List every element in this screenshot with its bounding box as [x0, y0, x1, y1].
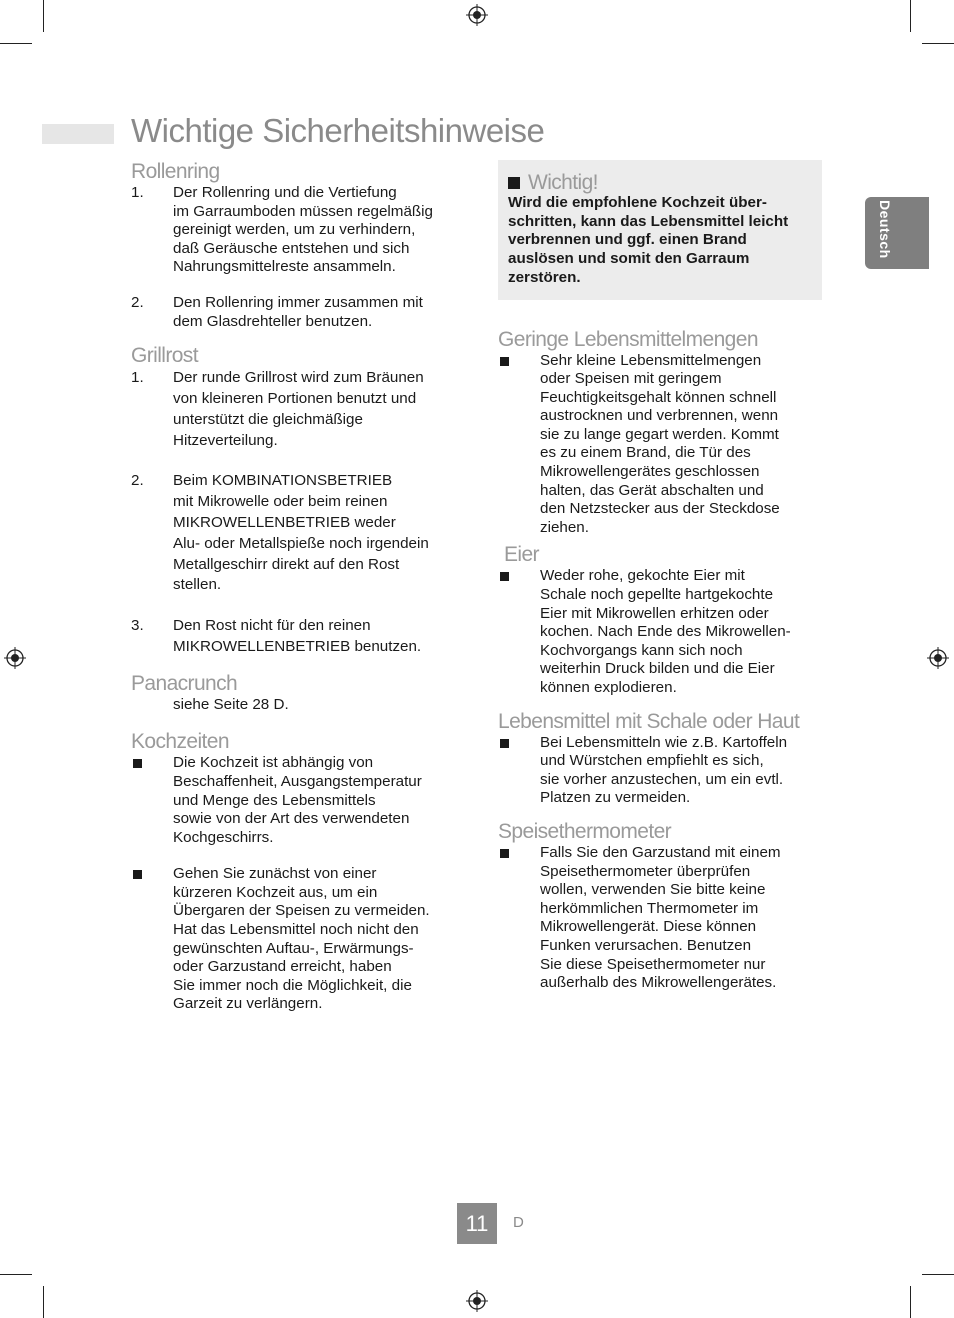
- page-number: 11: [457, 1203, 497, 1244]
- section-heading-eier: Eier: [504, 543, 539, 567]
- right-column: [498, 160, 822, 993]
- list-item-text: Den Rost nicht für den reinen MIKROWELLENBETRIEB benutzen.: [173, 617, 422, 655]
- crop-mark: [43, 0, 44, 32]
- section-heading-speisethermometer: Speisethermometer: [498, 819, 672, 843]
- note-text: Wird die empfohlene Kochzeit über- schritten, kann das Lebensmittel leicht verbrennen und ggf. einen Brand auslösen und somit den Garraum zerstören.: [508, 194, 789, 286]
- list-number: 1.: [131, 184, 144, 201]
- list-item: [498, 567, 822, 697]
- bullet-square-icon: [500, 357, 509, 366]
- list-item: [131, 616, 461, 658]
- list-item-text: Beim KOMBINATIONSBETRIEB mit Mikrowelle oder beim reinen MIKROWELLENBETRIEB weder Alu- oder Metallspieße noch irgendein Metallgeschirr direkt auf den Rost stellen.: [173, 472, 429, 594]
- bullet-square-icon: [133, 759, 142, 768]
- list-item: [131, 184, 461, 277]
- list-number: 1.: [131, 369, 144, 387]
- list-item: [498, 352, 822, 538]
- section-heading-panacrunch: Panacrunch: [131, 671, 238, 695]
- crop-mark: [910, 1286, 911, 1318]
- list-item-text: Der runde Grillrost wird zum Bräunen von kleineren Portionen benutzt und unterstützt die gleichmäßige Hitzeverteilung.: [173, 369, 424, 449]
- list-number: 3.: [131, 617, 144, 635]
- page-title: Wichtige Sicherheitshinweise: [131, 112, 545, 149]
- list-item-text: Sehr kleine Lebensmittelmengen oder Speisen mit geringem Feuchtigkeitsgehalt können schnell austrocknen und verbrennen, wenn sie zu lange gegart werden. Kommt es zu einem Brand, die Tür des Mikrowellengerätes geschlossen halten, das Gerät abschalten und den Netzstecker aus der Steckdose ziehen.: [540, 351, 780, 536]
- crop-mark: [0, 43, 32, 44]
- important-note-box: [498, 160, 822, 300]
- section-heading-schale: Lebensmittel mit Schale oder Haut: [498, 709, 800, 733]
- list-item: [131, 471, 461, 596]
- bullet-square-icon: [508, 177, 520, 189]
- list-item-text: Gehen Sie zunächst von einer kürzeren Kochzeit aus, um ein Übergaren der Speisen zu vermeiden. Hat das Lebensmittel noch nicht den gewünschten Auftau-, Erwärmungs- oder Garzustand erreicht, haben Sie immer noch die Möglichkeit, die Garzeit zu verlängern.: [173, 865, 430, 1013]
- registration-mark-icon: [927, 647, 949, 669]
- language-tab-label: Deutsch: [877, 200, 893, 259]
- crop-mark: [43, 1286, 44, 1318]
- panacrunch-text: siehe Seite 28 D.: [173, 695, 289, 713]
- list-number: 2.: [131, 472, 144, 490]
- bullet-square-icon: [500, 849, 509, 858]
- list-item-text: Falls Sie den Garzustand mit einem Speisethermometer überprüfen wollen, verwenden Sie bitte keine herkömmlichen Thermometer im Mikrowellengerät. Diese können Funken verursachen. Benutzen Sie diese Speisethermometer nur außerhalb des Mikrowellengerätes.: [540, 843, 781, 992]
- section-heading-rollenring: Rollenring: [131, 160, 220, 183]
- section-heading-kochzeiten: Kochzeiten: [131, 730, 229, 754]
- bullet-square-icon: [500, 572, 509, 581]
- registration-mark-icon: [466, 4, 488, 26]
- crop-mark: [0, 1274, 32, 1275]
- list-item: [131, 754, 461, 847]
- list-item-text: Bei Lebensmitteln wie z.B. Kartoffeln und Würstchen empfiehlt es sich, sie vorher anzustechen, um ein evtl. Platzen zu vermeiden.: [540, 733, 788, 807]
- note-heading-text: Wichtig!: [528, 171, 598, 194]
- list-item: [131, 294, 461, 331]
- registration-mark-icon: [466, 1290, 488, 1312]
- list-item: [131, 865, 461, 1014]
- title-accent-bar: [42, 124, 114, 144]
- left-column: [131, 160, 461, 1014]
- registration-mark-icon: [4, 647, 26, 669]
- list-item-text: Der Rollenring und die Vertiefung im Garraumboden müssen regelmäßig gereinigt werden, um zu verhindern, daß Geräusche entstehen und sich Nahrungsmittelreste ansammeln.: [173, 184, 433, 276]
- list-item: [131, 368, 461, 451]
- list-item: [498, 734, 822, 808]
- page-language-letter: D: [513, 1214, 524, 1231]
- crop-mark: [910, 0, 911, 32]
- note-heading: [508, 172, 812, 194]
- list-number: 2.: [131, 293, 144, 311]
- section-heading-grillrost: Grillrost: [131, 344, 198, 368]
- section-heading-geringe: Geringe Lebensmittelmengen: [498, 327, 758, 351]
- bullet-square-icon: [133, 870, 142, 879]
- crop-mark: [922, 43, 954, 44]
- list-item: [498, 844, 822, 993]
- list-item-text: Weder rohe, gekochte Eier mit Schale noch gepellte hartgekochte Eier mit Mikrowellen erhitzen oder kochen. Nach Ende des Mikrowellen- Kochvorgangs kann sich noch weiterhin Druck bilden und die Eier können explodieren.: [540, 567, 791, 697]
- crop-mark: [922, 1274, 954, 1275]
- bullet-square-icon: [500, 739, 509, 748]
- list-item-text: Die Kochzeit ist abhängig von Beschaffenheit, Ausgangstemperatur und Menge des Lebensmittels sowie von der Art des verwendeten Kochgeschirrs.: [173, 754, 422, 846]
- list-item-text: Den Rollenring immer zusammen mit dem Glasdrehteller benutzen.: [173, 293, 423, 330]
